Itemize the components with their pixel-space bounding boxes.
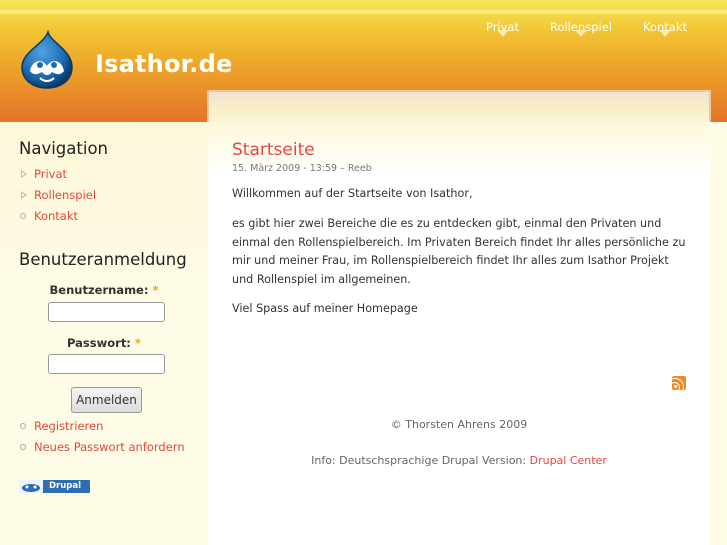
new-password-link[interactable]: Neues Passwort anfordern <box>34 440 185 454</box>
login-submit-button[interactable]: Anmelden <box>71 387 142 413</box>
footer-copyright: © Thorsten Ahrens 2009 <box>390 418 528 431</box>
password-label: Passwort: * <box>67 336 141 350</box>
primary-link-rollenspiel[interactable]: Rollenspiel <box>549 20 612 34</box>
expand-triangle-icon <box>21 170 27 178</box>
footer-info: Info: Deutschsprachige Drupal Version: Drupal Center <box>311 454 607 467</box>
navigation-heading: Navigation <box>19 139 108 158</box>
login-heading: Benutzeranmeldung <box>19 250 187 269</box>
required-mark: * <box>152 283 159 297</box>
nav-item-privat[interactable] <box>19 167 96 188</box>
nav-item-rollenspiel[interactable] <box>19 188 96 209</box>
page-title[interactable]: Startseite <box>232 140 315 160</box>
new-password-link-item[interactable] <box>19 440 185 461</box>
body-paragraph: es gibt hier zwei Bereiche die es zu entdecken gibt, einmal den Privaten und einmal den Rollenspielbereich. Im Privaten Bereich findet Ihr alles persönliche zu mir und meiner Frau, im Rollenspielbereich findet Ihr alles zum Isathor Projekt und Rollenspiel im allgemeinen. <box>232 217 686 286</box>
rss-feed-icon[interactable] <box>672 376 686 390</box>
bullet-circle-icon <box>20 444 26 450</box>
body-paragraph: Willkommen auf der Startseite von Isathor, <box>232 187 473 200</box>
required-mark: * <box>134 336 141 350</box>
register-link-item[interactable] <box>19 419 185 440</box>
password-field[interactable] <box>48 354 165 374</box>
nav-item-label[interactable]: Rollenspiel <box>34 188 97 202</box>
badge-text: Drupal <box>49 481 82 491</box>
body-paragraph: Viel Spass auf meiner Homepage <box>232 302 418 315</box>
primary-link-privat[interactable]: Privat <box>485 20 519 34</box>
bullet-circle-icon <box>20 213 26 219</box>
drupal-drop-logo-icon[interactable] <box>20 30 74 90</box>
drupal-drop-mini-icon <box>19 480 43 493</box>
primary-link-kontakt[interactable]: Kontakt <box>642 20 687 34</box>
right-margin <box>710 122 727 545</box>
username-label: Benutzername: * <box>49 283 159 297</box>
nav-item-label[interactable]: Kontakt <box>34 209 79 223</box>
login-links <box>19 419 185 461</box>
nav-item-label[interactable]: Privat <box>34 167 68 181</box>
drupal-center-link[interactable]: Drupal Center <box>529 454 607 467</box>
navigation-menu <box>19 167 96 230</box>
site-name[interactable]: Isathor.de <box>95 50 233 78</box>
expand-triangle-icon <box>21 191 27 199</box>
register-link[interactable]: Registrieren <box>34 419 104 433</box>
bullet-circle-icon <box>20 423 26 429</box>
drupal-powered-badge-icon[interactable] <box>19 480 90 493</box>
username-field[interactable] <box>48 302 165 322</box>
header-top-stripe <box>0 10 727 14</box>
content-frame-top <box>207 90 711 126</box>
nav-item-kontakt[interactable] <box>19 209 96 230</box>
post-meta: 15. März 2009 - 13:59 – Reeb <box>232 163 372 174</box>
